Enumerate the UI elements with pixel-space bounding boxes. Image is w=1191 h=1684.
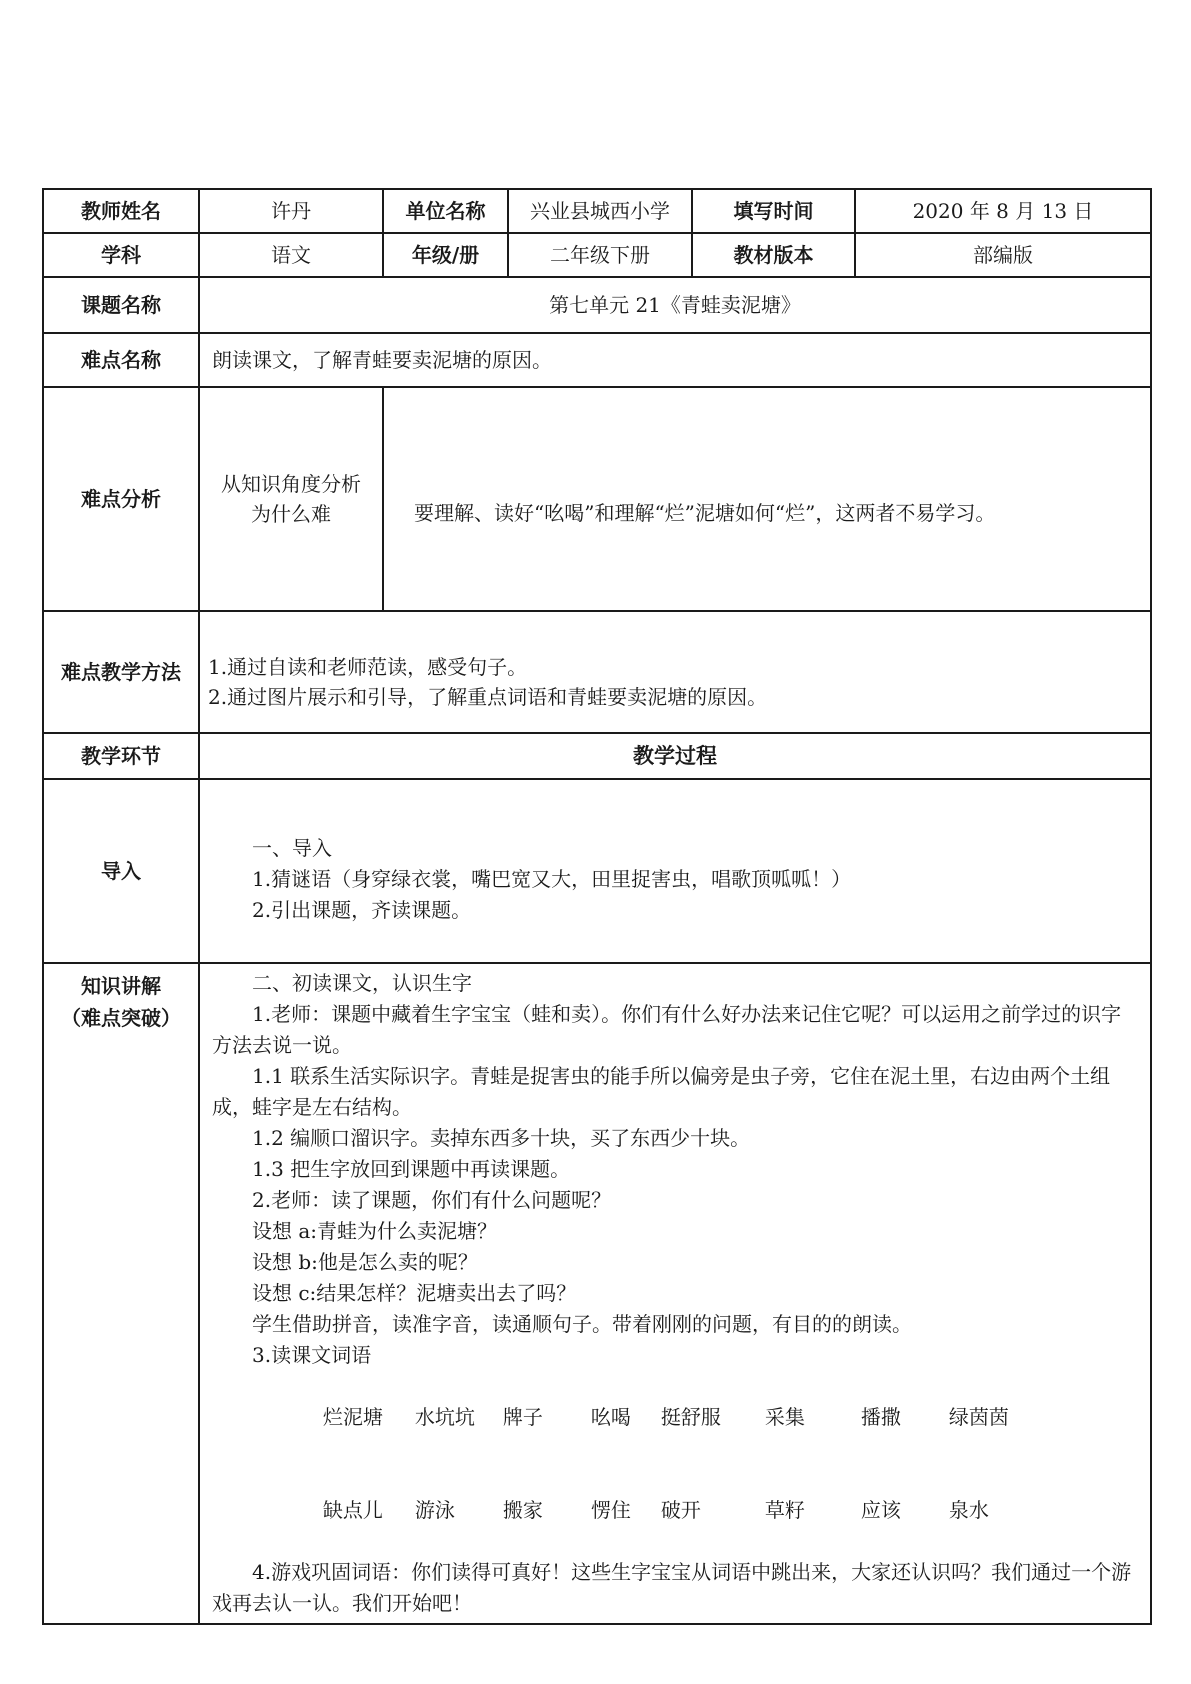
knowledge-para-4: 1.2 编顺口溜识字。卖掉东西多十块，买了东西少十块。 <box>252 1126 751 1150</box>
grade-label: 年级/册 <box>383 233 508 277</box>
vocab-word: 吆喝 <box>590 1405 631 1429</box>
teacher-name-label: 教师姓名 <box>43 189 199 233</box>
teacher-name-value: 许丹 <box>199 189 383 233</box>
vocab-word: 泉水 <box>948 1498 989 1522</box>
vocab-word: 牌子 <box>502 1405 543 1429</box>
vocab-word: 游泳 <box>414 1498 455 1522</box>
vocab-row-2 <box>212 1464 1138 1557</box>
topic-label: 课题名称 <box>43 277 199 333</box>
intro-row <box>43 779 1151 963</box>
difficulty-value: 朗读课文，了解青蛙要卖泥塘的原因。 <box>199 333 1151 387</box>
knowledge-para-11: 3.读课文词语 <box>252 1343 372 1367</box>
vocab-row-1 <box>212 1371 1138 1464</box>
unit-name-value: 兴业县城西小学 <box>508 189 692 233</box>
method-row <box>43 611 1151 733</box>
vocab-word: 应该 <box>860 1498 901 1522</box>
knowledge-para-7: 设想 a:青蛙为什么卖泥塘？ <box>252 1219 498 1243</box>
intro-line-1: 一、导入 <box>252 835 332 860</box>
lesson-plan-table <box>42 188 1152 1625</box>
header-row-1 <box>43 189 1151 233</box>
knowledge-para-2: 1.老师：课题中藏着生字宝宝（蛙和卖）。你们有什么好办法来记住它呢？可以运用之前学过的识字方法去说一说。 <box>212 1002 1122 1057</box>
stage-header-label: 教学环节 <box>43 733 199 779</box>
edition-value: 部编版 <box>855 233 1151 277</box>
fill-date-value: 2020 年 8 月 13 日 <box>855 189 1151 233</box>
knowledge-para-8: 设想 b:他是怎么卖的呢？ <box>252 1250 478 1274</box>
process-header-label: 教学过程 <box>199 733 1151 779</box>
vocab-word: 草籽 <box>764 1498 805 1522</box>
intro-line-3: 2.引出课题，齐读课题。 <box>252 897 472 922</box>
analysis-sub-label-line1: 从知识角度分析 <box>221 472 361 496</box>
intro-content <box>199 779 1151 963</box>
knowledge-para-12: 4.游戏巩固词语：你们读得可真好！这些生字宝宝从词语中跳出来，大家还认识吗？我们通过一个游戏再去认一认。我们开始吧！ <box>212 1560 1132 1615</box>
analysis-sub-label-line2: 为什么难 <box>251 502 331 526</box>
method-line-2: 2.通过图片展示和引导，了解重点词语和青蛙要卖泥塘的原因。 <box>208 685 768 709</box>
vocab-word: 搬家 <box>502 1498 543 1522</box>
edition-label: 教材版本 <box>692 233 855 277</box>
knowledge-para-1: 二、初读课文，认识生字 <box>252 971 472 995</box>
knowledge-row <box>43 963 1151 1624</box>
knowledge-content <box>199 963 1151 1624</box>
vocab-word: 采集 <box>764 1405 805 1429</box>
knowledge-para-9: 设想 c:结果怎样？泥塘卖出去了吗？ <box>252 1281 577 1305</box>
knowledge-label <box>43 963 199 1624</box>
knowledge-para-10: 学生借助拼音，读准字音，读通顺句子。带着刚刚的问题，有目的的朗读。 <box>252 1312 912 1336</box>
intro-label: 导入 <box>43 779 199 963</box>
difficulty-row <box>43 333 1151 387</box>
knowledge-para-3: 1.1 联系生活实际识字。青蛙是捉害虫的能手所以偏旁是虫子旁，它住在泥土里，右边由两个土组成，蛙字是左右结构。 <box>212 1064 1111 1119</box>
topic-row <box>43 277 1151 333</box>
vocab-word: 缺点儿 <box>322 1498 383 1522</box>
analysis-label: 难点分析 <box>43 387 199 611</box>
knowledge-para-6: 2.老师：读了课题，你们有什么问题呢？ <box>252 1188 612 1212</box>
vocab-word: 破开 <box>660 1498 701 1522</box>
vocab-word: 愣住 <box>590 1498 631 1522</box>
vocab-word: 绿茵茵 <box>948 1405 1009 1429</box>
method-line-1: 1.通过自读和老师范读，感受句子。 <box>208 655 528 679</box>
vocab-word: 水坑坑 <box>414 1405 475 1429</box>
intro-line-2: 1.猜谜语（身穿绿衣裳，嘴巴宽又大，田里捉害虫，唱歌顶呱呱！） <box>252 866 852 891</box>
subject-label: 学科 <box>43 233 199 277</box>
header-row-2 <box>43 233 1151 277</box>
analysis-value: 要理解、读好“吆喝”和理解“烂”泥塘如何“烂”，这两者不易学习。 <box>383 387 1151 611</box>
method-value <box>199 611 1151 733</box>
analysis-sub-label <box>199 387 383 611</box>
vocab-word: 烂泥塘 <box>322 1405 383 1429</box>
subject-value: 语文 <box>199 233 383 277</box>
method-label: 难点教学方法 <box>43 611 199 733</box>
vocab-word: 播撒 <box>860 1405 901 1429</box>
knowledge-para-5: 1.3 把生字放回到课题中再读课题。 <box>252 1157 571 1181</box>
fill-date-label: 填写时间 <box>692 189 855 233</box>
topic-value: 第七单元 21《青蛙卖泥塘》 <box>199 277 1151 333</box>
unit-name-label: 单位名称 <box>383 189 508 233</box>
vocab-word: 挺舒服 <box>660 1405 721 1429</box>
difficulty-label: 难点名称 <box>43 333 199 387</box>
lesson-plan-sheet <box>42 188 1150 1625</box>
analysis-row <box>43 387 1151 611</box>
process-header-row <box>43 733 1151 779</box>
knowledge-label-line1: 知识讲解 <box>81 974 161 998</box>
knowledge-label-line2: （难点突破） <box>61 1006 181 1030</box>
grade-value: 二年级下册 <box>508 233 692 277</box>
